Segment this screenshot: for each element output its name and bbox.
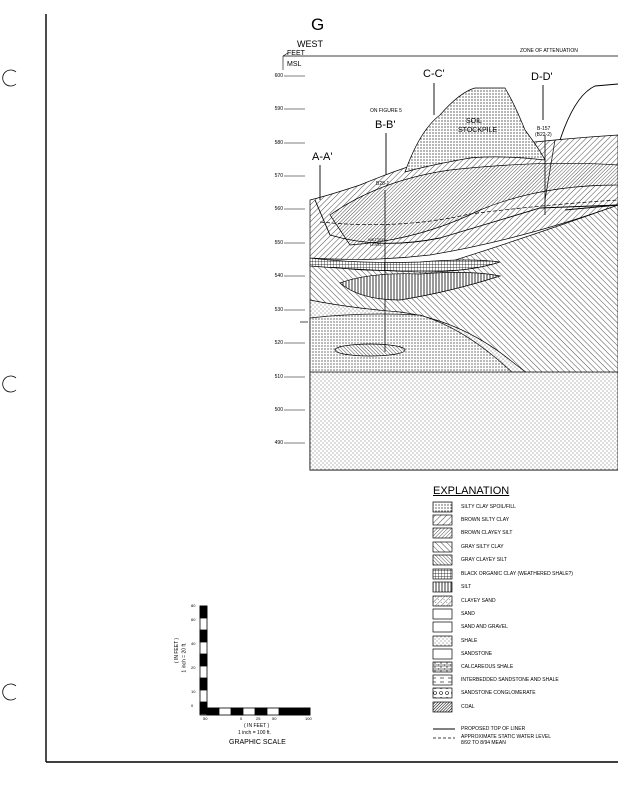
scale-horiz-ratio: 1 inch = 100 ft. [238,730,271,736]
units-msl: MSL [287,61,302,68]
elev-label: 590 [274,106,283,112]
geologic-cross-section [300,83,618,470]
section-dd-label: D-D' [531,71,553,83]
legend-item-label: GRAY SILTY CLAY [461,544,504,550]
scale-tick: 0 [240,716,243,721]
section-bb-label: B-B' [375,119,396,131]
scale-vert-tick: 20 [191,665,196,670]
scale-vert-units: ( IN FEET ) [174,637,181,664]
scale-tick: 50 [203,716,208,721]
scale-title: GRAPHIC SCALE [229,739,286,746]
scale-vert-tick: 0 [191,703,194,708]
legend-item-label: BLACK ORGANIC CLAY (WEATHERED SHALE?) [461,571,573,577]
see-figure-label: ON FIGURE 5 [370,108,402,114]
binder-hole-marks [3,70,16,700]
boring-label-b157: B-157 [537,126,551,132]
legend-item-label: SHALE [461,638,478,644]
scale-tick: 50 [272,716,277,721]
units-feet: FEET [287,50,305,57]
elev-label: 540 [274,273,283,279]
scale-tick: 100 [305,716,312,721]
legend-item-label: CLAYEY SAND [461,598,496,604]
legend-item-label: COAL [461,704,475,710]
scale-vert-tick: 80 [191,603,196,608]
legend-item-label: SANDSTONE CONGLOMERATE [461,690,536,696]
scale-vert-tick: 10 [191,689,196,694]
legend-item-label: INTERBEDDED SANDSTONE AND SHALE [461,677,559,683]
graphic-scale [200,606,310,715]
section-top-line [283,53,618,70]
elevation-axis [284,76,305,443]
section-cc-label: C-C' [423,68,445,80]
scale-vert-tick: 40 [191,641,196,646]
section-aa-label: A-A' [312,151,333,163]
scale-vert-ratio: 1 inch = 20 ft. [181,642,188,673]
water-label-1: WETTED [368,237,385,242]
legend-liner-label: PROPOSED TOP OF LINER [461,726,526,732]
legend-water-label: APPROXIMATE STATIC WATER LEVEL [461,734,552,740]
legend-item-label: SILT [461,584,472,590]
legend-item-label: SILTY CLAY SPOIL/FILL [461,504,516,510]
stockpile-label-1: SOIL [466,118,482,125]
elev-label: 560 [274,206,283,212]
elev-label: 530 [274,307,283,313]
boring-label-b157-alt: (B22-2) [535,132,552,138]
legend-item-label: SANDSTONE [461,651,493,657]
elev-label: 510 [274,374,283,380]
legend-water-label-2: 8/92 TO 8/94 MEAN [461,740,506,746]
scale-vert-tick: 60 [191,617,196,622]
scale-tick: 25 [256,716,261,721]
legend-swatches [433,502,455,738]
legend-title: EXPLANATION [433,485,510,497]
elev-label: 580 [274,140,283,146]
elev-label: 520 [274,340,283,346]
legend-item-label: GRAY CLAYEY SILT [461,557,507,563]
legend-item-label: CALCAREOUS SHALE [461,664,514,670]
elev-label: 570 [274,173,283,179]
legend-item-label: SAND AND GRAVEL [461,624,508,630]
scale-horiz-units: ( IN FEET ) [244,723,270,729]
water-label-2: LEVEL [370,242,383,247]
elev-label: 490 [274,440,283,446]
sheet-letter: G [311,15,325,34]
elev-label: 550 [274,240,283,246]
legend-item-label: BROWN CLAYEY SILT [461,530,513,536]
direction-label: WEST [297,39,323,49]
elev-label: 500 [274,407,283,413]
stockpile-label-2: STOCKPILE [458,127,498,134]
zone-label: ZONE OF ATTENUATION [520,48,578,54]
elev-label: 600 [274,73,283,79]
legend-item-label: SAND [461,611,475,617]
boring-label-b28: B28-1 [376,181,390,187]
legend-item-label: BROWN SILTY CLAY [461,517,510,523]
